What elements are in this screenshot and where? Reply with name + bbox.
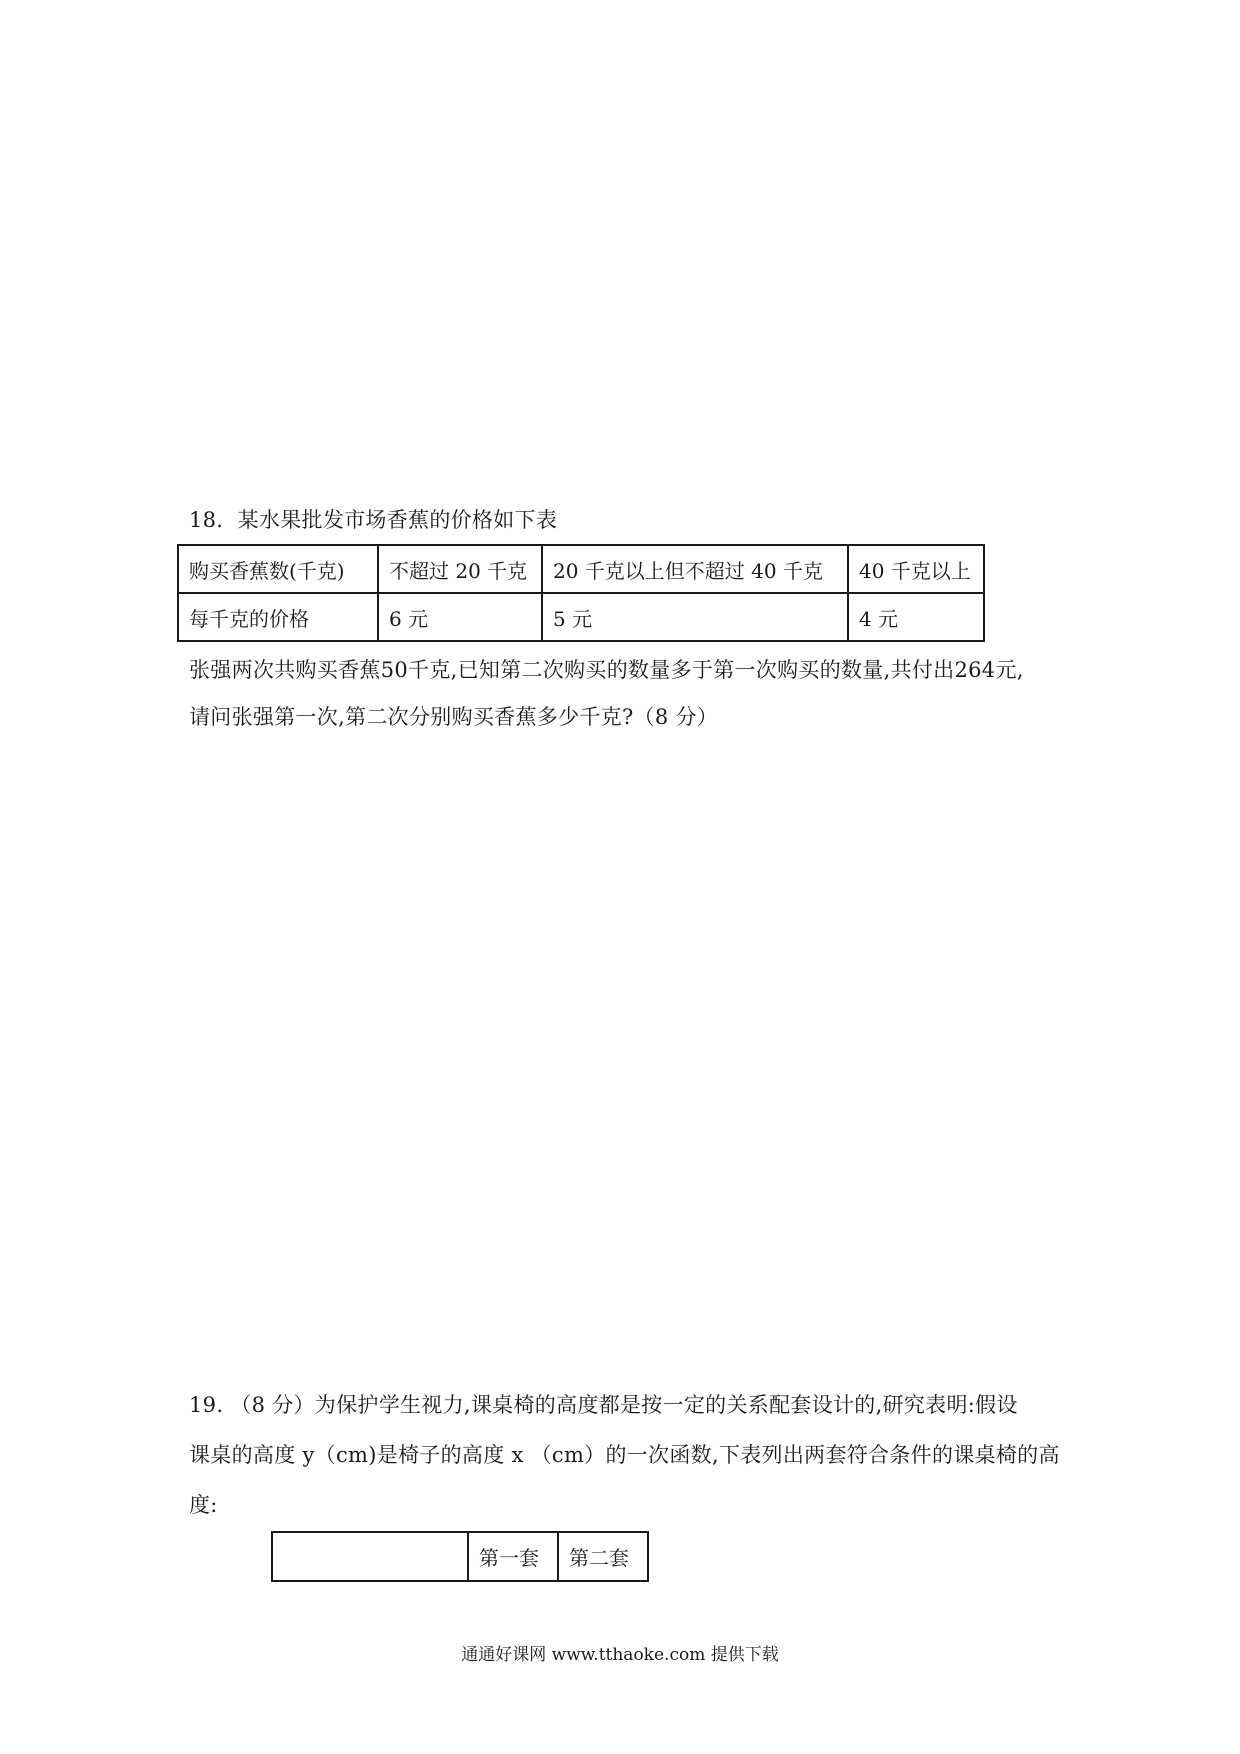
question-18-text-line: 请问张强第一次,第二次分别购买香蕉多少千克?（8 分） bbox=[189, 705, 719, 729]
table-cell: 40 千克以上 bbox=[848, 545, 984, 593]
table-cell: 第一套 bbox=[468, 1532, 558, 1581]
table-cell: 5 元 bbox=[542, 593, 848, 641]
table-row bbox=[178, 545, 984, 593]
table-cell: 20 千克以上但不超过 40 千克 bbox=[542, 545, 848, 593]
table-cell: 4 元 bbox=[848, 593, 984, 641]
table-row bbox=[178, 593, 984, 641]
question-19-text-line: 课桌的高度 y（cm)是椅子的高度 x （cm）的一次函数,下表列出两套符合条件的课桌椅的高 bbox=[189, 1443, 1060, 1467]
table-cell bbox=[272, 1532, 468, 1581]
question-18-text-line: 张强两次共购买香蕉50千克,已知第二次购买的数量多于第一次购买的数量,共付出264元, bbox=[189, 658, 1024, 682]
table-cell: 第二套 bbox=[558, 1532, 648, 1581]
table-cell: 6 元 bbox=[378, 593, 542, 641]
table-cell: 不超过 20 千克 bbox=[378, 545, 542, 593]
page-footer: 通通好课网 www.tthaoke.com 提供下载 bbox=[461, 1645, 779, 1665]
banana-price-table bbox=[177, 544, 985, 642]
table-cell: 每千克的价格 bbox=[178, 593, 378, 641]
table-row bbox=[272, 1532, 648, 1581]
question-18-title: 18．某水果批发市场香蕉的价格如下表 bbox=[189, 508, 558, 532]
question-19-text-line: 19. （8 分）为保护学生视力,课桌椅的高度都是按一定的关系配套设计的,研究表明:假设 bbox=[189, 1393, 1018, 1417]
question-19-text-line: 度: bbox=[189, 1493, 218, 1517]
desk-chair-height-table bbox=[271, 1531, 649, 1582]
table-cell: 购买香蕉数(千克) bbox=[178, 545, 378, 593]
